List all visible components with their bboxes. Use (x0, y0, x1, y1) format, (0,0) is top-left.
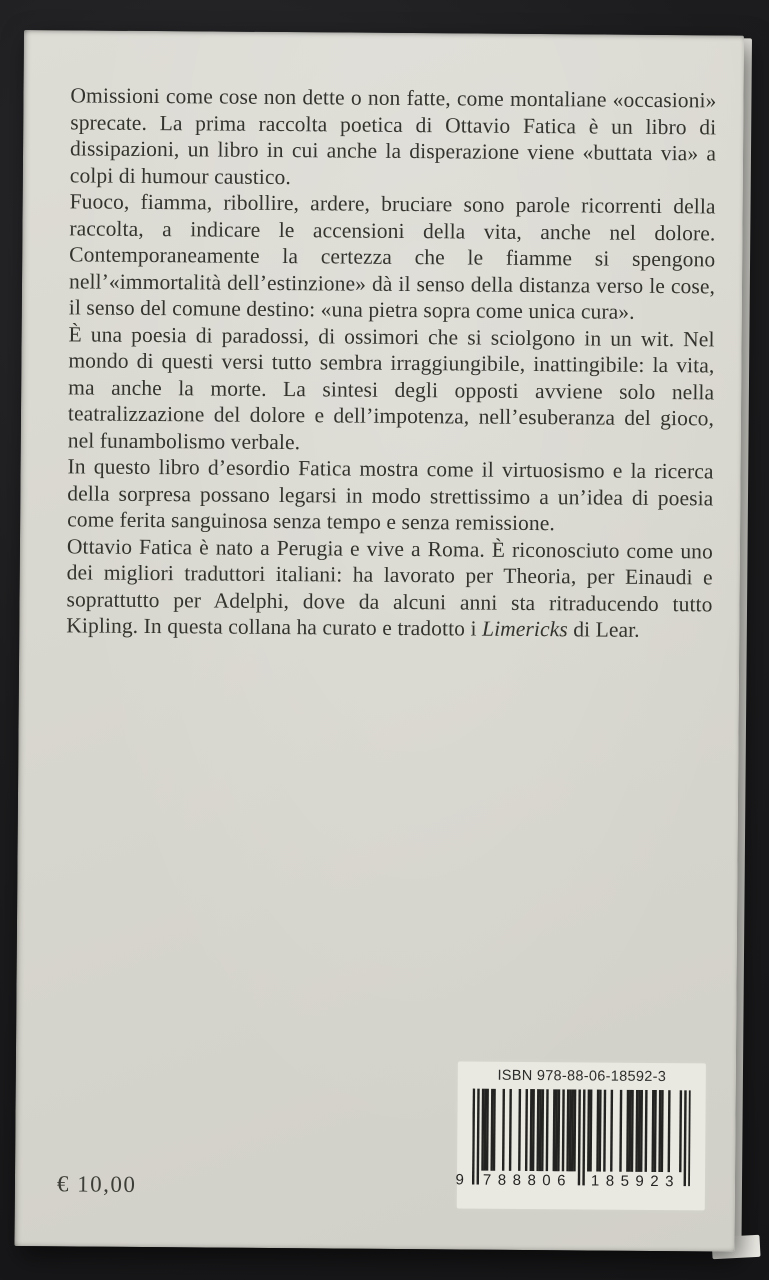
author-bio (66, 533, 713, 644)
author-bio-italic-title: Limericks (481, 616, 568, 642)
barcode-panel (457, 1061, 706, 1210)
barcode-area (455, 1089, 691, 1191)
blurb-paragraph: Fuoco, fiamma, ribollire, ardere, bruciare sono parole ricorrenti della raccolta, a indicare le accensioni della vita, anche nel dolore. Contemporaneamente la certezza che le fiamme si spengono nell’«immortalità dell’estinzione» dà il senso della distanza verso le cose, il senso del comune destino: «una pietra sopra come unica cura». (68, 189, 716, 324)
book-back-cover (14, 30, 744, 1252)
barcode-digit-group: 9 (455, 1171, 464, 1189)
blurb-paragraph: È una poesia di paradossi, di ossimori che si sciolgono in un wit. Nel mondo di questi versi tutto sembra irraggiungibile, inattingibile: la vita, ma anche la morte. La sintesi degli opposti avviene solo nella teatralizzazione del dolore e dell’impotenza, nell’esuberanza del gioco, nel funambolismo verbale. (67, 321, 715, 454)
barcode-digit-group: 788806 (482, 1171, 573, 1190)
author-bio-text: Ottavio Fatica è nato a Perugia e vive a Roma. È riconosciuto come uno dei migliori traduttori italiani: ha lavorato per Theoria, per Einaudi e soprattutto per Adelphi, dove da alcuni anni sta ritraducendo tutto Kipling. In questa collana ha curato e tradotto i (66, 533, 714, 641)
author-bio-text: di Lear. (567, 617, 640, 642)
barcode-digit-group: 185923 (590, 1172, 681, 1191)
blurb-paragraph: Omissioni come cose non dette o non fatte, come montaliane «occasioni» sprecate. La prima raccolta poetica di Ottavio Fatica è un libro di dissipazioni, un libro in cui anche la disperazione viene «buttata via» a colpi di humour caustico. (69, 83, 717, 189)
blurb-paragraph: In questo libro d’esordio Fatica mostra come il virtuosismo e la ricerca della sorpresa possano legarsi in modo strettissimo a un’idea di poesia come ferita sanguinosa senza tempo e senza remissione. (67, 454, 714, 536)
back-cover-text (66, 82, 716, 644)
price-label: € 10,00 (56, 1171, 137, 1197)
isbn-label: ISBN 978-88-06-18592-3 (497, 1067, 667, 1086)
